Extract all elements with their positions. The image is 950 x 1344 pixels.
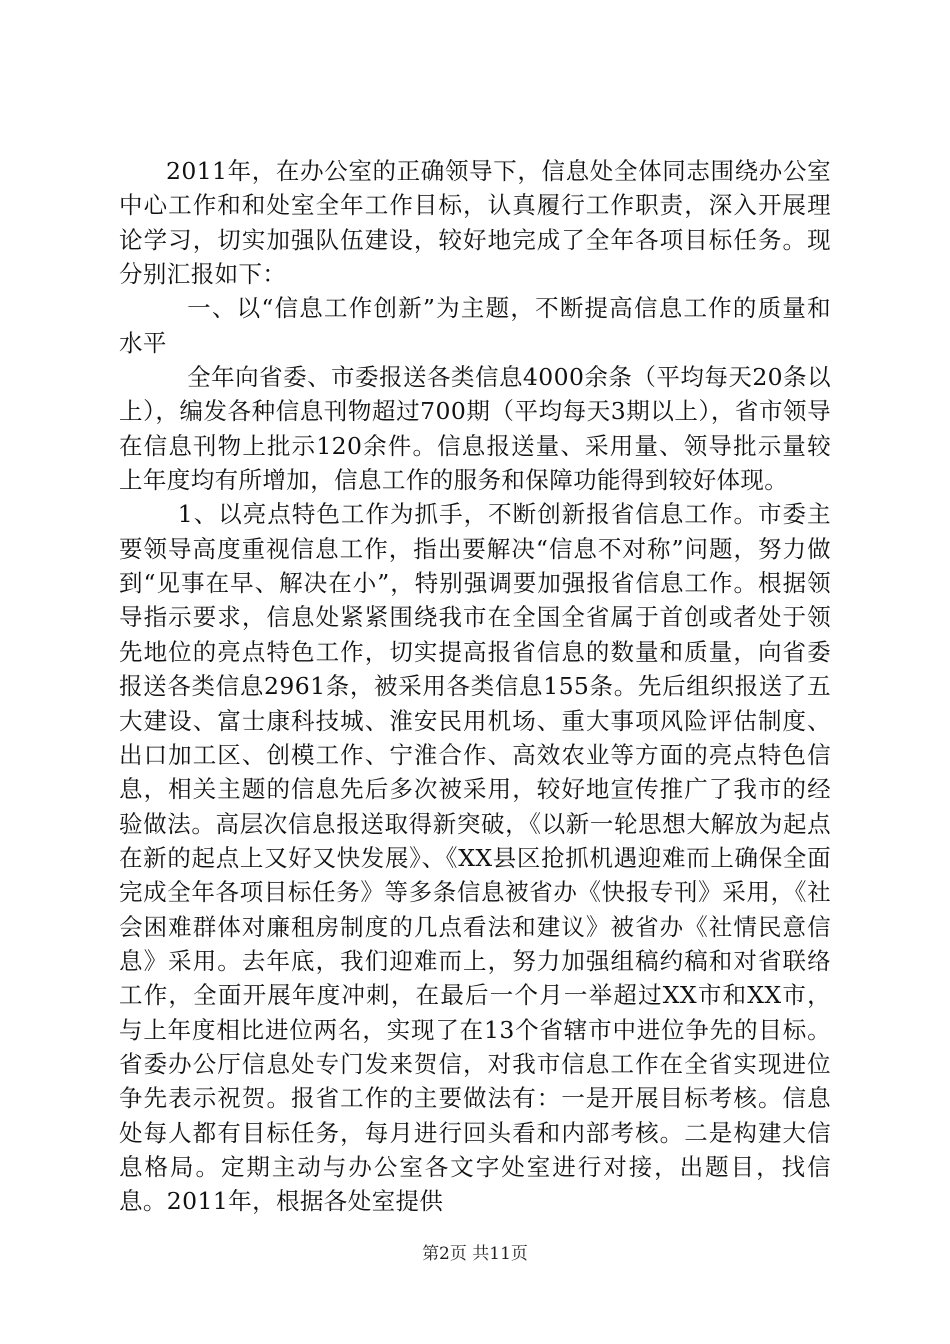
section-heading: 一、以“信息工作创新”为主题，不断提高信息工作的质量和水平 — [119, 294, 831, 357]
summary-paragraph: 全年向省委、市委报送各类信息4000余条（平均每天20条以上），编发各种信息刊物超过700期（平均每天3期以上），省市领导在信息刊物上批示120余件。信息报送量、采用量、领导批示量较上年度均有所增加，信息工作的服务和保障功能得到较好体现。 — [119, 363, 831, 495]
item-one-paragraph: 1、以亮点特色工作为抓手，不断创新报省信息工作。市委主要领导高度重视信息工作，指出要解决“信息不对称”问题，努力做到“见事在早、解决在小”，特别强调要加强报省信息工作。根据领导指示要求，信息处紧紧围绕我市在全国全省属于首创或者处于领先地位的亮点特色工作，切实提高报省信息的数量和质量，向省委报送各类信息2961条，被采用各类信息155条。先后组织报送了五大建设、富士康科技城、淮安民用机场、重大事项风险评估制度、出口加工区、创模工作、宁淮合作、高效农业等方面的亮点特色信息，相关主题的信息先后多次被采用，较好地宣传推广了我市的经验做法。高层次信息报送取得新突破，《以新一轮思想大解放为起点在新的起点上又好又快发展》、《XX县区抢抓机遇迎难而上确保全面完成全年各项目标任务》等多条信息被省办《快报专刊》采用，《社会困难群体对廉租房制度的几点看法和建议》被省办《社情民意信息》采用。去年底，我们迎难而上，努力加强组稿约稿和对省联络工作，全面开展年度冲刺，在最后一个月一举超过XX市和XX市，与上年度相比进位两名，实现了在13个省辖市中进位争先的目标。省委办公厅信息处专门发来贺信，对我市信息工作在全省实现进位争先表示祝贺。报省工作的主要做法有：一是开展目标考核。信息处每人都有目标任务，每月进行回头看和内部考核。二是构建大信息格局。定期主动与办公室各文字处室进行对接，出题目，找信息。2011年，根据各处室提供 — [119, 500, 831, 1216]
page-number-footer: 第2页 共11页 — [422, 1244, 528, 1264]
document-body — [119, 154, 831, 1219]
intro-paragraph: 2011年，在办公室的正确领导下，信息处全体同志围绕办公室中心工作和和处室全年工作目标，认真履行工作职责，深入开展理论学习，切实加强队伍建设，较好地完成了全年各项目标任务。现分别汇报如下： — [119, 157, 831, 289]
